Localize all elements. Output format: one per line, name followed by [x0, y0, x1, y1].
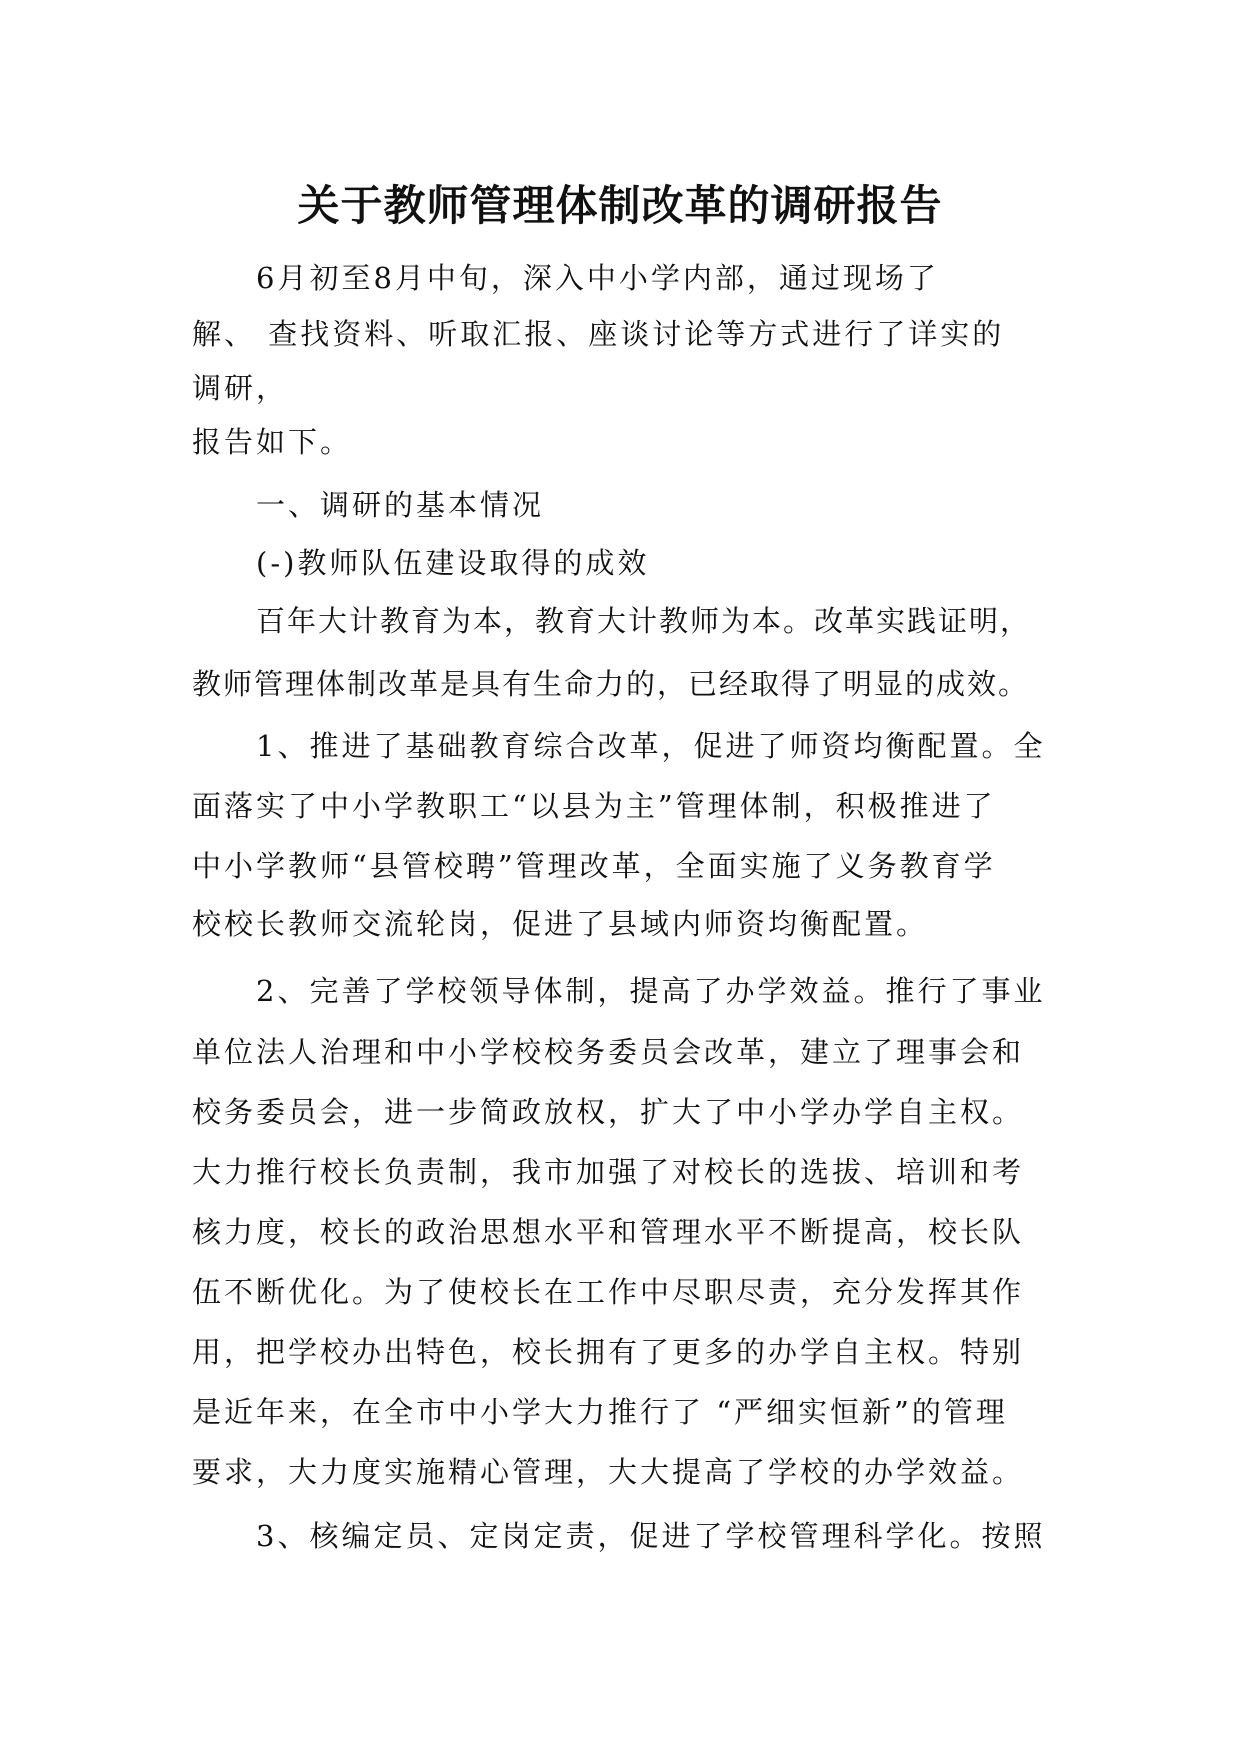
document-title: 关于教师管理体制改革的调研报告: [297, 181, 943, 230]
paragraph-line: 解、 查找资料、听取汇报、座谈讨论等方式进行了详实的: [192, 317, 1005, 351]
paragraph-line: 用，把学校办出特色，校长拥有了更多的办学自主权。特别: [192, 1335, 1025, 1369]
paragraph-line: 校校长教师交流轮岗，促进了县域内师资均衡配置。: [192, 907, 929, 941]
paragraph-line: 1、推进了基础教育综合改革，促进了师资均衡配置。全: [256, 729, 1046, 763]
paragraph-line: 面落实了中小学教职工“以县为主”管理体制，积极推进了: [192, 789, 996, 823]
paragraph-line: 报告如下。: [192, 425, 353, 459]
subsection-heading: (-)教师队伍建设取得的成效: [256, 546, 650, 580]
paragraph-line: 中小学教师“县管校聘”管理改革，全面实施了义务教育学: [192, 849, 996, 883]
paragraph-line: 大力推行校长负责制，我市加强了对校长的选拔、培训和考: [192, 1155, 1025, 1189]
paragraph-line: 核力度，校长的政治思想水平和管理水平不断提高，校长队: [192, 1215, 1025, 1249]
paragraph-line: 教师管理体制改革是具有生命力的，已经取得了明显的成效。: [192, 667, 1030, 701]
paragraph-line: 百年大计教育为本，教育大计教师为本。改革实践证明，: [256, 604, 1032, 638]
paragraph-line: 2、完善了学校领导体制，提高了办学效益。推行了事业: [256, 974, 1046, 1008]
paragraph-line: 要求，大力度实施精心管理，大大提高了学校的办学效益。: [192, 1455, 1025, 1489]
section-heading: 一、调研的基本情况: [256, 488, 545, 522]
paragraph-line: 是近年来，在全市中小学大力推行了 “严细实恒新”的管理: [192, 1395, 1008, 1429]
paragraph-line: 校务委员会，进一步简政放权，扩大了中小学办学自主权。: [192, 1095, 1025, 1129]
paragraph-line: 单位法人治理和中小学校校务委员会改革，建立了理事会和: [192, 1035, 1025, 1069]
paragraph-line: 伍不断优化。为了使校长在工作中尽职尽责，充分发挥其作: [192, 1275, 1025, 1309]
paragraph-line: 3、核编定员、定岗定责，促进了学校管理科学化。按照: [256, 1519, 1046, 1553]
paragraph-line: 6月初至8月中旬，深入中小学内部，通过现场了: [256, 261, 939, 295]
paragraph-line: 调研，: [192, 371, 289, 405]
